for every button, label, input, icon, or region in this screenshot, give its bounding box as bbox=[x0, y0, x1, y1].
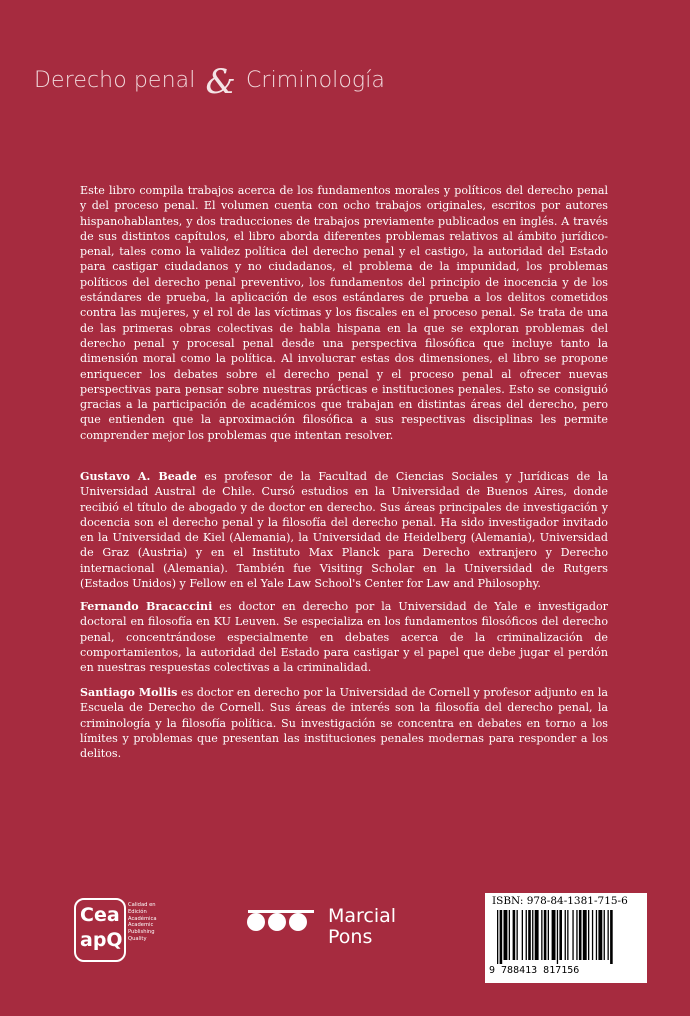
ceapq-caption-line: Publishing bbox=[128, 929, 155, 936]
barcode-bar bbox=[576, 910, 577, 960]
barcode-bars bbox=[497, 910, 641, 964]
barcode-bar bbox=[608, 910, 609, 960]
barcode-bar bbox=[500, 910, 503, 964]
author-name: Gustavo A. Beade bbox=[80, 470, 197, 483]
ceapq-logo bbox=[74, 898, 126, 962]
author-bio-1 bbox=[80, 469, 608, 591]
author-bio-text: es profesor de la Facultad de Ciencias Sociales y Jurídicas de la Universidad Austral de Chile. Cursó estudios en la Universidad de Buenos Aires, donde recibió el título de abogado y de doctor en derecho. Sus áreas principales de investigación y docencia son el derecho penal y la filosofía del derecho penal. Ha sido investigador invitado en la Universidad de Kiel (Alemania), la Universidad de Heidelberg (Alemania), Universidad de Graz (Austria) y en el Instituto Max Planck para Derecho extranjero y Derecho internacional (Alemania). También fue Visiting Scholar en la Universidad de Rutgers (Estados Unidos) y Fellow en el Yale Law School's Center for Law and Philosophy. bbox=[80, 470, 608, 591]
series-title bbox=[34, 56, 386, 102]
author-name: Fernando Bracaccini bbox=[80, 600, 213, 613]
barcode-bar bbox=[552, 910, 556, 960]
barcode-bar bbox=[513, 910, 516, 960]
barcode-bar bbox=[583, 910, 587, 960]
barcode-bar bbox=[596, 910, 597, 960]
ceapq-caption-line: Edición bbox=[128, 908, 147, 915]
barcode-bar bbox=[567, 910, 568, 960]
ceapq-logo-line2: apQ bbox=[80, 929, 123, 951]
barcode-bar bbox=[509, 910, 510, 960]
book-description: Este libro compila trabajos acerca de los fundamentos morales y políticos del derecho penal y del proceso penal. El volumen cuenta con ocho trabajos originales, escritos por autores hispanohablantes, y dos traducciones de trabajos previamente publicados en inglés. A través de sus distintos capítulos, el libro aborda diferentes problemas relativos al ámbito jurídico-penal, tales como la validez política del derecho penal y el castigo, la autoridad del Estado para castigar ciudadanos y no ciudadanos, el problema de la impunidad, los problemas políticos del derecho penal preventivo, los fundamentos del principio de inocencia y de los estándares de prueba, la aplicación de esos estándares de prueba a los delitos cometidos contra las mujeres, y el rol de las víctimas y los fiscales en el proceso penal. Se trata de una de las primeras obras colectivas de habla hispana en la que se exploran problemas del derecho penal y procesal penal desde una perspectiva filosófica que incluye tanto la dimensión moral como la política. Al involucrar estas dos dimensiones, el libro se propone enriquecer los debates sobre el derecho penal y el proceso penal al ofrecer nuevas perspectivas para pensar sobre nuestras prácticas e instituciones penales. Esto se consiguió gracias a la participación de académicos que trabajan en distintas áreas del derecho, pero que entienden que la aproximación filosófica a sus respectivas disciplinas les permite comprender mejor los problemas que intentan resolver. bbox=[80, 184, 608, 442]
ampersand: & bbox=[205, 62, 236, 102]
barcode-bar bbox=[522, 910, 523, 960]
barcode-bar bbox=[532, 910, 533, 960]
barcode-digits: 9 788413 817156 bbox=[489, 965, 580, 976]
barcode-bar bbox=[579, 910, 582, 960]
barcode-bar bbox=[559, 910, 562, 960]
ceapq-caption-line: Académica bbox=[128, 915, 157, 922]
barcode-bar bbox=[526, 910, 527, 960]
barcode-bar bbox=[504, 910, 508, 960]
author-bio-text: es doctor en derecho por la Universidad de Cornell y profesor adjunto en la Escuela de Derecho de Cornell. Sus áreas de interés son la filosofía del derecho penal, la criminología y la filosofía política. Su investigación se concentra en debates en torno a los límites y problemas que presentan las instituciones penales modernas para responder a los delitos. bbox=[80, 686, 608, 761]
marcial-pons-emblem bbox=[246, 907, 316, 937]
barcode-bar bbox=[544, 910, 547, 960]
barcode-bar bbox=[588, 910, 589, 960]
ceapq-caption-line: Calidad en bbox=[128, 902, 156, 908]
ceapq-logo-line1: Cea bbox=[80, 904, 120, 926]
barcode-bar bbox=[572, 910, 573, 960]
ceapq-caption bbox=[128, 902, 188, 943]
isbn-barcode bbox=[485, 893, 647, 983]
barcode-bar bbox=[517, 910, 518, 960]
publisher-name-line2: Pons bbox=[328, 926, 373, 948]
barcode-bar bbox=[541, 910, 542, 960]
barcode-bar bbox=[548, 910, 549, 960]
ceapq-caption-line: Academic bbox=[128, 922, 154, 929]
barcode-bar bbox=[592, 910, 593, 960]
barcode-bar bbox=[604, 910, 605, 960]
series-title-right: Criminología bbox=[245, 68, 386, 93]
barcode-bar bbox=[535, 910, 539, 960]
author-bio-text: es doctor en derecho por la Universidad de Yale e investigador doctoral en filosofía en KU Leuven. Se especializa en los fundamentos filosóficos del derecho penal, concentrándose especialmente en debates acerca de la criminalización de comportamientos, la autoridad del Estado para castigar y el papel que debe jugar el perdón en nuestras respuestas colectivas a la criminalidad. bbox=[80, 600, 608, 675]
series-title-left: Derecho penal bbox=[34, 68, 196, 93]
author-bio-3 bbox=[80, 685, 608, 761]
barcode-bar bbox=[497, 910, 498, 964]
publisher-name-line1: Marcial bbox=[328, 905, 397, 927]
barcode-bar bbox=[528, 910, 531, 960]
author-bio-2 bbox=[80, 599, 608, 675]
publisher-name bbox=[328, 906, 396, 948]
barcode-bar bbox=[565, 910, 566, 960]
barcode-bar bbox=[557, 910, 558, 964]
isbn-label: ISBN: 978-84-1381-715-6 bbox=[492, 895, 628, 907]
author-name: Santiago Mollis bbox=[80, 686, 178, 699]
barcode-bar bbox=[610, 910, 613, 964]
barcode-bar bbox=[598, 910, 602, 960]
ceapq-caption-line: Quality bbox=[128, 935, 147, 942]
